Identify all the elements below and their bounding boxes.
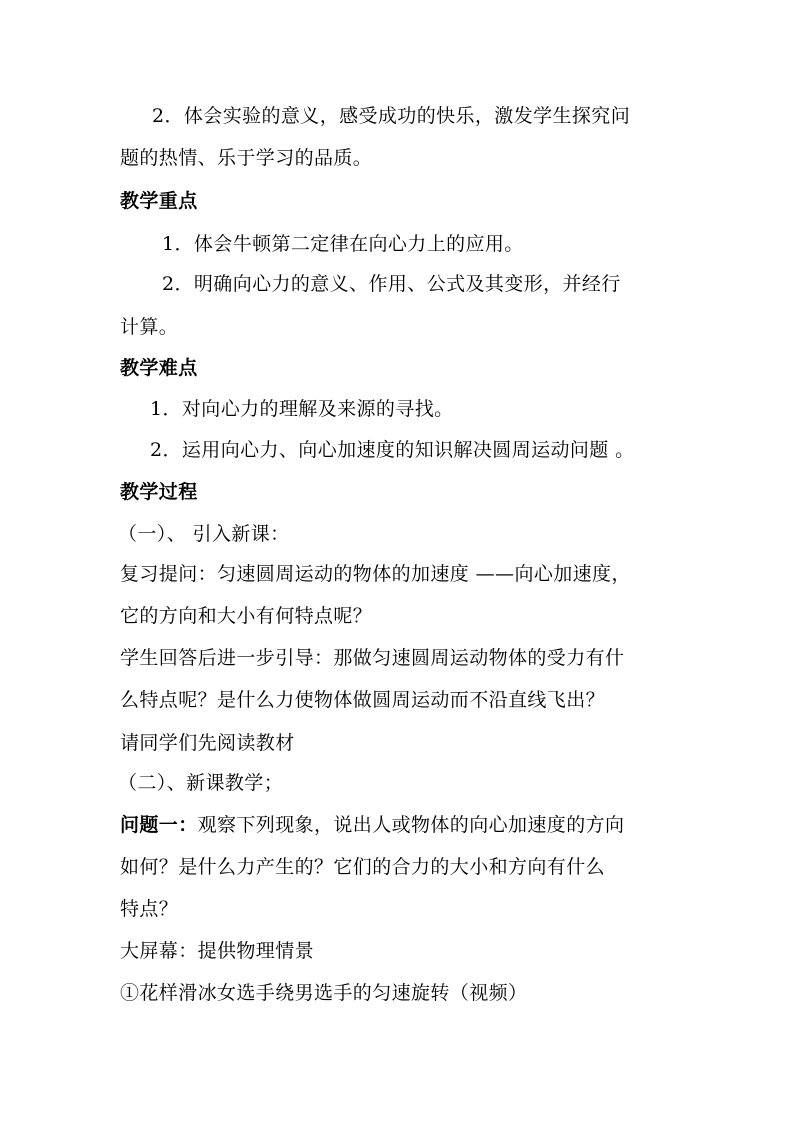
question-1-label: 问题一： <box>120 814 198 836</box>
key-point-2-line-2: 计算。 <box>120 316 179 338</box>
goal-item-2-line-2: 题的热情、乐于学习的品质。 <box>120 147 373 169</box>
guide-line-3: 请同学们先阅读教材 <box>120 732 295 754</box>
question-1-line-3: 特点？ <box>120 898 179 920</box>
scene-1-line: ①花样滑冰女选手绕男选手的匀速旋转（视频） <box>120 982 528 1004</box>
goal-item-2-line-1: 2．体会实验的意义，感受成功的快乐，激发学生探究问 <box>152 105 631 127</box>
guide-line-2: 么特点呢？是什么力使物体做圆周运动而不沿直线飞出？ <box>120 689 606 711</box>
section-2-title: （二）、新课教学； <box>118 772 284 794</box>
key-point-2-line-1: 2．明确向心力的意义、作用、公式及其变形，并经行 <box>162 273 621 295</box>
review-question-line-1: 复习提问：匀速圆周运动的物体的加速度 ——向心加速度， <box>120 563 631 585</box>
process-heading: 教学过程 <box>120 481 198 503</box>
difficulties-heading: 教学难点 <box>120 357 198 379</box>
guide-line-1: 学生回答后进一步引导：那做匀速圆周运动物体的受力有什 <box>120 647 625 669</box>
big-screen-line: 大屏幕：提供物理情景 <box>120 940 315 962</box>
key-point-1: 1．体会牛顿第二定律在向心力上的应用。 <box>162 233 524 255</box>
question-1-text: 观察下列现象，说出人或物体的向心加速度的方向 <box>197 814 625 836</box>
difficulty-1: 1．对向心力的理解及来源的寻找。 <box>150 398 454 420</box>
question-1-line-1 <box>120 813 680 837</box>
question-1-line-2: 如何？是什么力产生的？它们的合力的大小和方向有什么 <box>120 856 606 878</box>
key-points-heading: 教学重点 <box>120 190 198 212</box>
section-1-title: （一）、 引入新课： <box>118 523 290 545</box>
difficulty-2: 2．运用向心力、向心加速度的知识解决圆周运动问题 。 <box>150 439 635 461</box>
review-question-line-2: 它的方向和大小有何特点呢？ <box>120 605 373 627</box>
